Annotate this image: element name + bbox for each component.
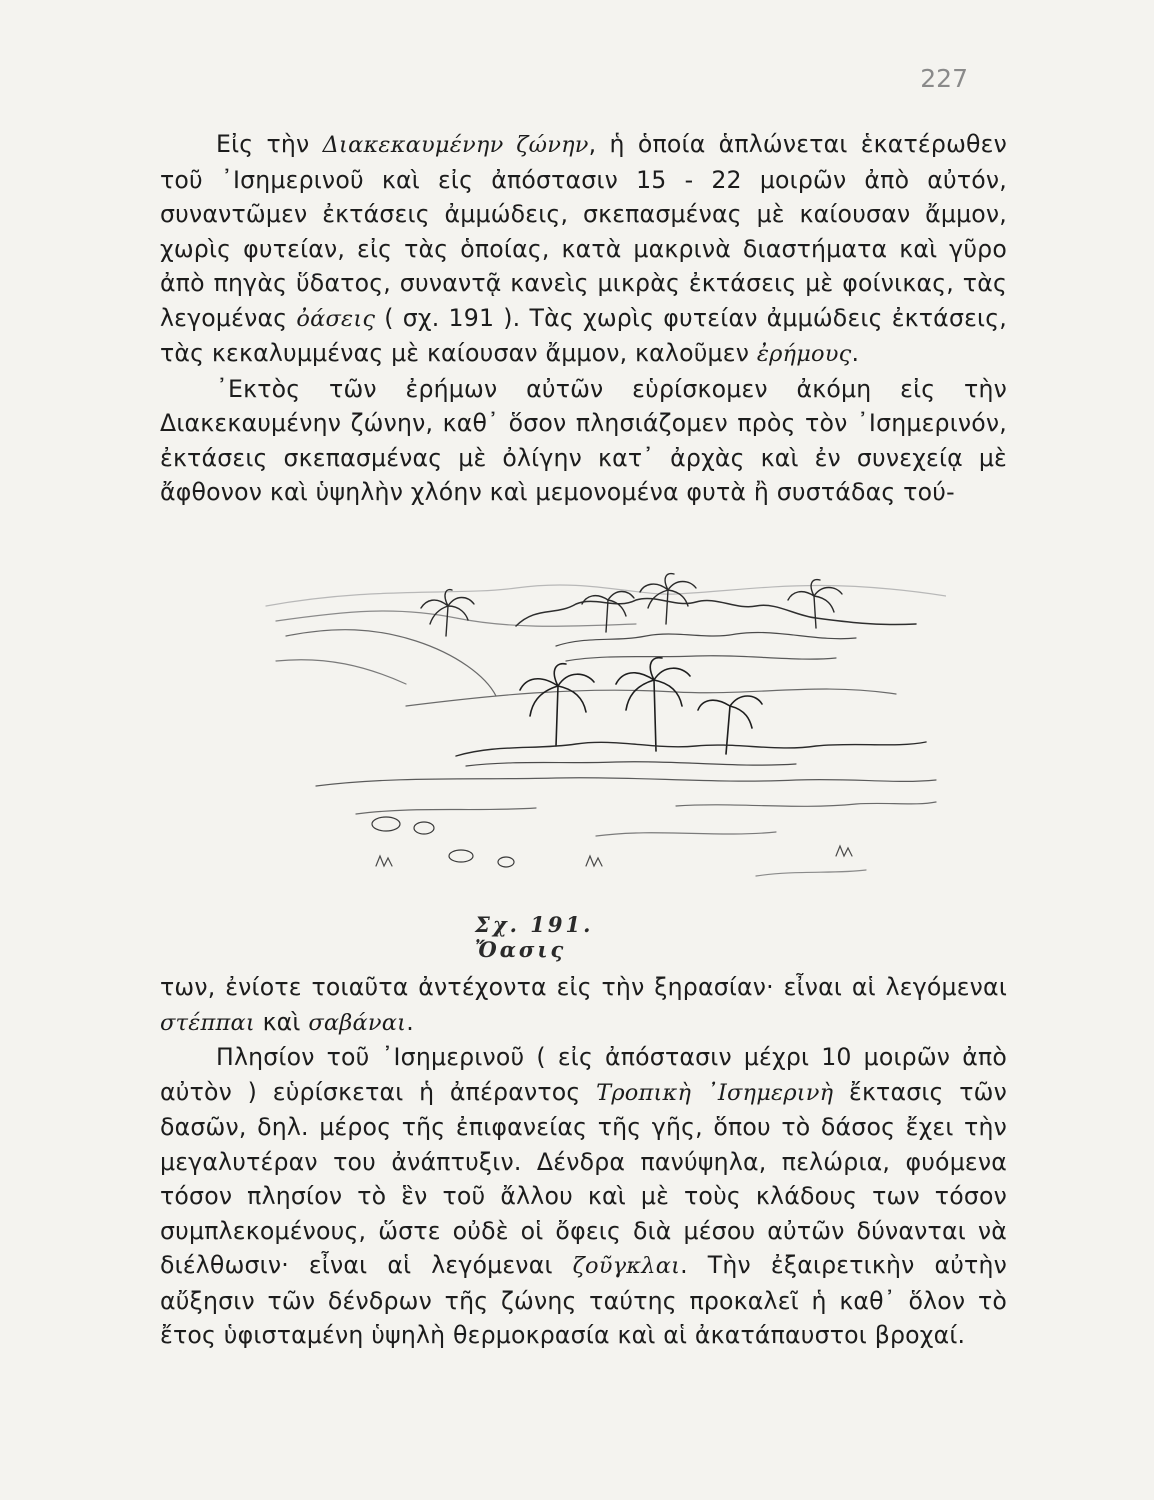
grass-tuft [586, 856, 602, 866]
text-run: των, ἐνίοτε τοιαῦτα ἀντέχοντα εἰς τὴν ξηρασίαν· εἶναι αἱ λεγόμεναι [160, 973, 1007, 1001]
figure-caption: Σχ. 191. Ὄασις [475, 912, 594, 962]
text-run: ᾿Εκτὸς τῶν ἐρήμων αὐτῶν εὑρίσκομεν ἀκόμη εἰς τὴν Διακεκαυμένην ζώνην, καθ᾿ ὅσον πλησιάζομεν πρὸς τὸν ᾿Ισημερινόν, ἐκτάσεις σκεπασμένας μὲ ὀλίγην κατ᾿ ἀρχὰς καὶ ἐν συνεχείᾳ μὲ ἄφθονον καὶ ὑψηλὴν χλόην καὶ μεμονομένα φυτὰ ἢ συστάδας τού- [160, 374, 1007, 506]
dune-line [276, 611, 636, 626]
text-run: . Τὴν ἐξαιρετικὴν αὐτὴν αὔξησιν τῶν δένδρων τῆς ζώνης ταύτης προκαλεῖ ἡ καθ᾿ ὅλον τὸ ἔτος ὑφισταμένη ὑψηλὴ θερμοκρασία καὶ αἱ ἀκατάπαυστοι βροχαί. [160, 1251, 1007, 1349]
sand-line [406, 689, 896, 706]
oasis-illustration [256, 566, 946, 896]
text-run: καὶ [254, 1007, 309, 1036]
paragraph-steppes-start [160, 372, 1007, 510]
tree-cluster [556, 632, 856, 646]
rock [449, 850, 473, 862]
dune-line [286, 630, 496, 696]
grass-tuft [376, 856, 392, 866]
page-number: 227 [920, 64, 968, 93]
paragraph-steppes-end [160, 970, 1007, 1040]
term-torrid-zone: Διακεκαυμένην ζώνην [322, 132, 589, 158]
text-run: ἔκτασις τῶν δασῶν, δηλ. μέρος τῆς ἐπιφανείας τῆς γῆς, ὅπου τὸ δάσος ἔχει τὴν μεγαλυτέραν του ἀνάπτυξιν. Δένδρα πανύψηλα, πελώρια, φυόμενα τόσον πλησίον τὸ ἓν τοῦ ἄλλου καὶ μὲ τοὺς κλάδους των τόσον συμπλεκομένους, ὥστε οὐδὲ οἱ ὄφεις διὰ μέσου αὐτῶν δύνανται νὰ διέλθωσιν· εἶναι αἱ λεγόμεναι [160, 1077, 1007, 1279]
oasis-figure [256, 566, 946, 896]
ground-line [756, 870, 866, 876]
paragraph-desert [160, 127, 1007, 372]
rock [498, 857, 514, 867]
text-run: . [406, 1007, 414, 1036]
ground-line [596, 832, 776, 836]
term-tropical-equatorial: Τροπικὴ ᾿Ισημερινὴ [596, 1079, 834, 1106]
text-run: ( σχ. 191 ). Τὰς χωρὶς φυτείαν ἀμμώδεις ἐκτάσεις, τὰς κεκαλυμμένας μὲ καίουσαν ἄμμον, καλοῦμεν [160, 303, 1007, 367]
text-run: . [851, 339, 860, 367]
rock [372, 817, 400, 831]
term-savannas: σαβάναι [308, 1009, 407, 1036]
text-run: Πλησίον τοῦ ᾿Ισημερινοῦ ( εἰς ἀπόστασιν μέχρι 10 μοιρῶν ἀπὸ αὐτὸν ) εὑρίσκεται ἡ ἀπέραντος [160, 1043, 1007, 1106]
term-oases: ὀάσεις [296, 305, 376, 332]
tree-cluster [566, 656, 836, 661]
paragraph-jungle [160, 1040, 1007, 1353]
grass-tuft [836, 846, 852, 856]
term-deserts: ἐρήμους [756, 341, 852, 367]
dune-line [276, 660, 406, 684]
ground-line [676, 802, 936, 806]
text-run: , ἡ ὁποία ἁπλώνεται ἑκατέρωθεν τοῦ ᾿Ισημερινοῦ καὶ εἰς ἀπόστασιν 15 - 22 μοιρῶν ἀπὸ αὐτόν, συναντῶμεν ἐκτάσεις ἀμμώδεις, σκεπασμένας μὲ καίουσαν ἄμμον, χωρὶς φυτείαν, εἰς τὰς ὁποίας, κατὰ μακρινὰ διαστήματα καὶ γῦρο ἀπὸ πηγὰς ὕδατος, συναντᾷ κανεὶς μικρὰς ἐκτάσεις μὲ φοίνικας, τὰς λεγομένας [160, 130, 1007, 332]
text-run: Εἰς τὴν [216, 130, 323, 158]
undergrowth [466, 762, 796, 766]
tree-cluster [516, 598, 916, 626]
palm-tree [520, 664, 594, 746]
ground-line [316, 778, 936, 786]
undergrowth [456, 742, 926, 756]
text-block-top [160, 127, 1007, 510]
palm-tree [616, 658, 690, 751]
rock [414, 822, 434, 834]
term-jungles: ζοῦγκλαι [572, 1253, 681, 1279]
palm-tree [421, 590, 474, 636]
text-block-bottom [160, 970, 1007, 1353]
term-steppes: στέππαι [160, 1009, 255, 1036]
ground-line [356, 808, 536, 814]
